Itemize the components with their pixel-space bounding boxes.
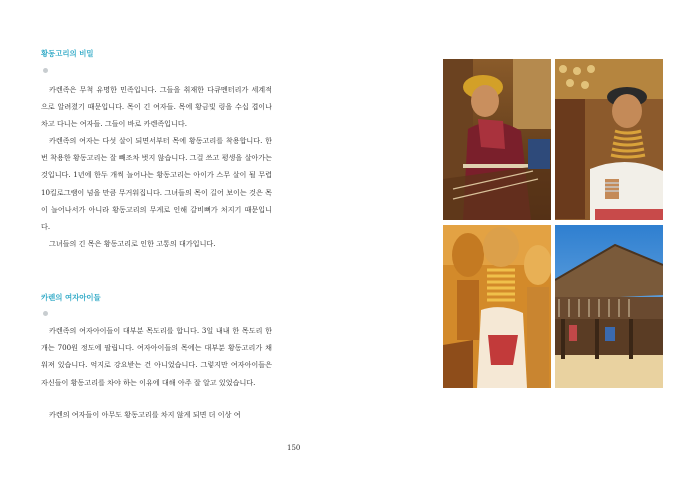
woman-neck-rings-photo bbox=[555, 59, 663, 220]
bullet-dot bbox=[43, 311, 48, 316]
wooden-figures-photo bbox=[443, 225, 551, 388]
girl-weaving-photo bbox=[443, 59, 551, 220]
paragraph-3: 그녀들의 긴 목은 황동고리로 인한 고통의 대가입니다. bbox=[49, 239, 216, 248]
page-number: 150 bbox=[287, 444, 301, 452]
paragraph-4: 카렌족의 여자아이들이 대부분 목도리를 합니다. 3일 내내 한 목도리 한 개는 700원 정도에 팔립니다. 여자아이들의 목에는 대부분 황동고리가 채워져 있습니다. 억지로 강요받는 건 아니었습니다. 그렇지만 여자아이들은 자신들이 황동고리를 차야 하는 이유에 대해 아주 잘 알고 있었습니다. bbox=[41, 326, 272, 387]
paragraph-5: 카렌의 여자들이 아무도 황동고리를 차지 않게 되면 더 이상 여 bbox=[49, 410, 241, 419]
section-heading-secret-rings: 황동고리의 비밀 bbox=[41, 49, 94, 58]
bullet-dot bbox=[43, 68, 48, 73]
paragraph-1: 카렌족은 무척 유명한 민족입니다. 그들을 취재한 다큐멘터리가 세계적으로 알려졌기 때문입니다. 목이 긴 여자들. 목에 황금빛 링을 수십 겹이나 차고 다니는 여자들. 그들이 바로 카렌족입니다. bbox=[41, 85, 272, 129]
stilt-house-photo bbox=[555, 225, 663, 388]
section-heading-karen-girls: 카렌의 여자아이들 bbox=[41, 293, 101, 302]
paragraph-2: 카렌족의 여자는 다섯 살이 되면서부터 목에 황동고리를 착용합니다. 한번 착용한 황동고리는 잘 빼조차 벗지 않습니다. 그걸 쓰고 평생을 살아가는 것입니다. 1년에 한두 개씩 늘어나는 황동고리는 아이가 스무 살이 될 무렵 10킬로그램이 넘을 만큼 무거워집니다. 그녀들의 목이 길어 보이는 것은 목이 늘어나서가 아니라 황동고리의 무게로 인해 갈비뼈가 처지기 때문입니다. bbox=[41, 136, 272, 232]
